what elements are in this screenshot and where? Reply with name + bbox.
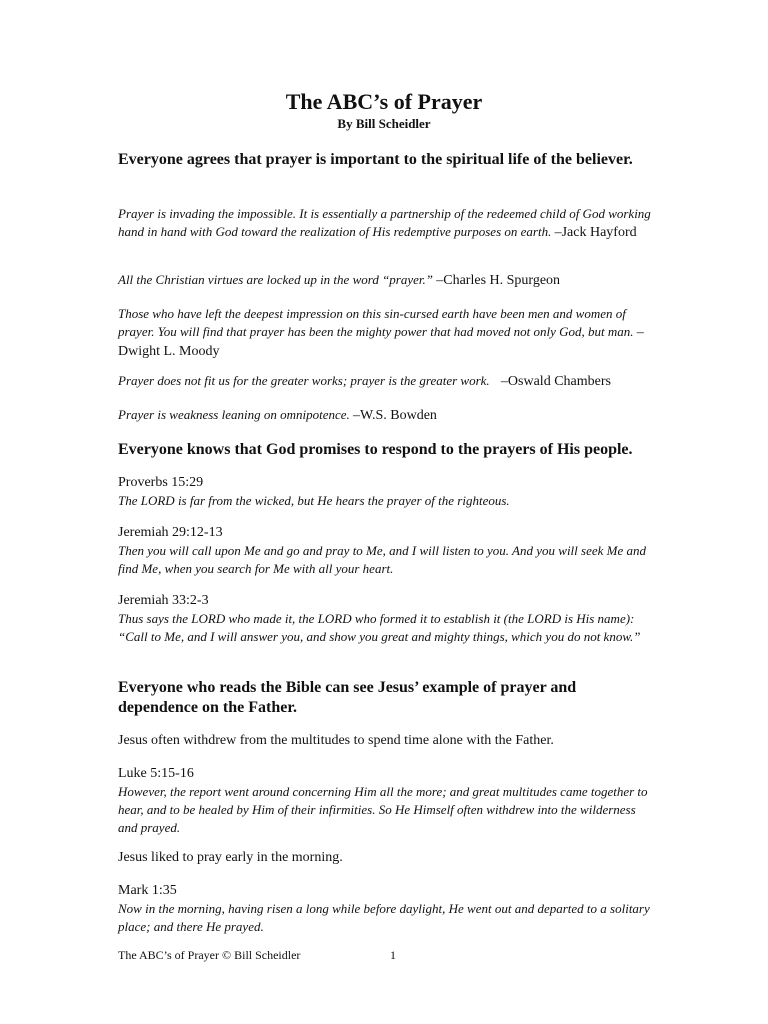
quote xyxy=(118,372,658,391)
scripture-passage xyxy=(118,524,658,578)
scripture-passage xyxy=(118,592,658,646)
scripture-reference: Luke 5:15-16 xyxy=(118,766,194,781)
quote xyxy=(118,271,658,290)
quote xyxy=(118,205,658,242)
quote xyxy=(118,305,658,361)
scripture-text: The LORD is far from the wicked, but He hears the prayer of the righteous. xyxy=(118,493,510,508)
quote-text: Prayer does not fit us for the greater works; prayer is the greater work. xyxy=(118,373,490,388)
section-heading: Everyone who reads the Bible can see Jesus’ example of prayer and dependence on the Father. xyxy=(118,679,577,716)
body-paragraph: Jesus often withdrew from the multitudes to spend time alone with the Father. xyxy=(118,733,554,748)
quote-text: All the Christian virtues are locked up in the word “prayer.” xyxy=(118,272,433,287)
scripture-passage xyxy=(118,882,658,936)
quote xyxy=(118,406,658,425)
document-author: By Bill Scheidler xyxy=(337,116,431,131)
quote-attribution: –W.S. Bowden xyxy=(353,408,437,423)
page-footer: The ABC’s of Prayer © Bill Scheidler xyxy=(118,948,301,962)
body-paragraph: Jesus liked to pray early in the morning. xyxy=(118,850,343,865)
quote-attribution: –Oswald Chambers xyxy=(500,374,611,389)
scripture-text: Then you will call upon Me and go and pray to Me, and I will listen to you. And you will seek Me and find Me, when you search for Me with all your heart. xyxy=(118,543,646,576)
section-heading: Everyone agrees that prayer is important to the spiritual life of the believer. xyxy=(118,151,633,168)
scripture-reference: Mark 1:35 xyxy=(118,883,177,898)
scripture-text: However, the report went around concerning Him all the more; and great multitudes came together to hear, and to be healed by Him of their infirmities. So He Himself often withdrew into the wilderness and prayed. xyxy=(118,784,648,835)
section-heading: Everyone knows that God promises to respond to the prayers of His people. xyxy=(118,441,633,458)
quote-text: Those who have left the deepest impression on this sin-cursed earth have been men and women of prayer. You will find that prayer has been the mighty power that had moved not only God, but man. xyxy=(118,306,634,339)
scripture-reference: Proverbs 15:29 xyxy=(118,475,204,490)
scripture-reference: Jeremiah 33:2-3 xyxy=(118,593,209,608)
quote-text: Prayer is weakness leaning on omnipotence. xyxy=(118,407,350,422)
scripture-passage xyxy=(118,474,658,510)
quote-attribution: –Dwight L. Moody xyxy=(118,325,644,359)
page-number: 1 xyxy=(390,948,396,962)
quote-attribution: –Jack Hayford xyxy=(554,225,637,240)
quote-text: Prayer is invading the impossible. It is essentially a partnership of the redeemed child of God working hand in hand with God toward the realization of His redemptive purposes on earth. xyxy=(118,206,651,239)
scripture-text: Now in the morning, having risen a long while before daylight, He went out and departed to a solitary place; and there He prayed. xyxy=(118,901,650,934)
scripture-reference: Jeremiah 29:12-13 xyxy=(118,525,223,540)
document-title: The ABC’s of Prayer xyxy=(285,89,483,114)
scripture-text: Thus says the LORD who made it, the LORD who formed it to establish it (the LORD is His name): “Call to Me, and I will answer you, and show you great and mighty things, which you do not know.” xyxy=(118,611,641,644)
scripture-passage xyxy=(118,765,658,837)
quote-attribution: –Charles H. Spurgeon xyxy=(436,273,561,288)
